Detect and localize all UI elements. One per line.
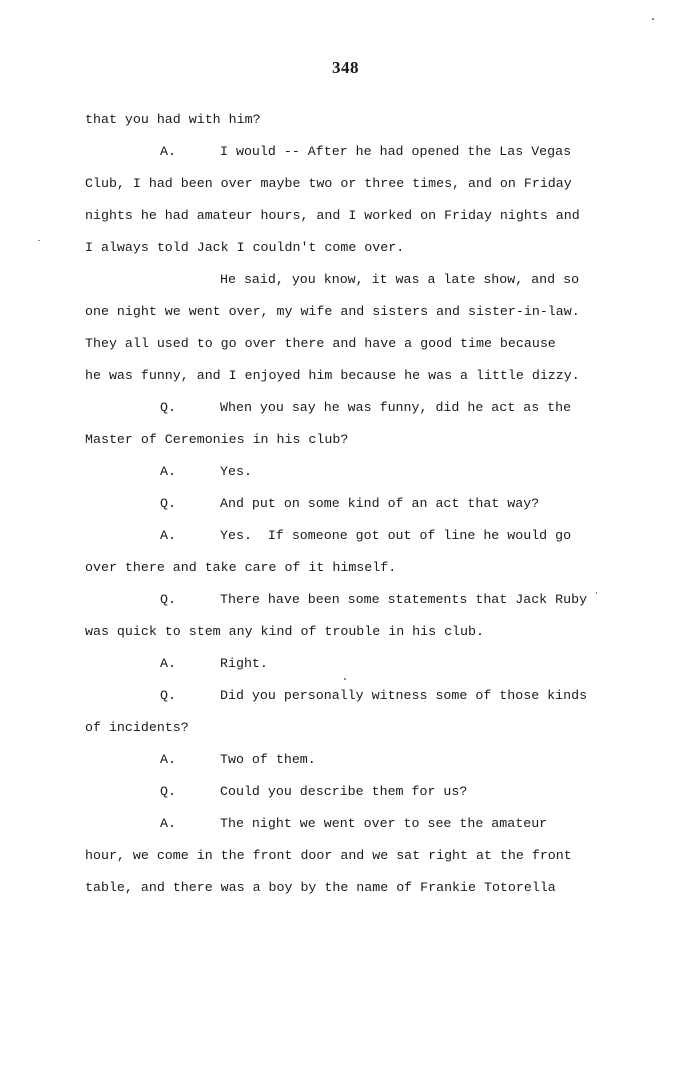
transcript-line <box>85 684 625 716</box>
transcript-body <box>85 108 625 908</box>
transcript-line <box>85 588 625 620</box>
page-number: 348 <box>332 58 359 77</box>
scan-speck <box>596 592 597 594</box>
line-text: he was funny, and I enjoyed him because he was a little dizzy. <box>85 368 580 383</box>
line-text: one night we went over, my wife and sisters and sister-in-law. <box>85 304 580 319</box>
line-text: hour, we come in the front door and we sat right at the front <box>85 848 572 863</box>
transcript-line <box>85 556 625 588</box>
line-text: I would -- After he had opened the Las Vegas <box>220 144 572 159</box>
transcript-line <box>85 172 625 204</box>
transcript-line <box>85 460 625 492</box>
line-text: He said, you know, it was a late show, and so <box>220 272 580 287</box>
transcript-line <box>85 108 625 140</box>
line-text: Two of them. <box>220 752 316 767</box>
line-text: They all used to go over there and have a good time because <box>85 336 556 351</box>
line-text: of incidents? <box>85 720 189 735</box>
transcript-line <box>85 844 625 876</box>
line-text: Master of Ceremonies in his club? <box>85 432 349 447</box>
transcript-line <box>85 812 625 844</box>
scan-speck <box>652 18 654 20</box>
transcript-line <box>85 716 625 748</box>
line-text: I always told Jack I couldn't come over. <box>85 240 405 255</box>
transcript-line <box>85 620 625 652</box>
line-text: over there and take care of it himself. <box>85 560 397 575</box>
transcript-line <box>85 204 625 236</box>
line-text: Club, I had been over maybe two or three times, and on Friday <box>85 176 572 191</box>
transcript-line <box>85 140 625 172</box>
transcript-line <box>85 236 625 268</box>
transcript-line <box>85 428 625 460</box>
speaker-label: A. <box>160 464 176 479</box>
transcript-line <box>85 268 625 300</box>
transcript-line <box>85 300 625 332</box>
speaker-label: Q. <box>160 688 176 703</box>
line-text: Did you personally witness some of those kinds <box>220 688 588 703</box>
transcript-line <box>85 396 625 428</box>
line-text: The night we went over to see the amateur <box>220 816 548 831</box>
transcript-line <box>85 524 625 556</box>
line-text: table, and there was a boy by the name of Frankie Totorella <box>85 880 556 895</box>
transcript-line <box>85 364 625 396</box>
transcript-line <box>85 780 625 812</box>
speaker-label: Q. <box>160 496 176 511</box>
transcript-line <box>85 492 625 524</box>
speaker-label: A. <box>160 528 176 543</box>
line-text: nights he had amateur hours, and I worked on Friday nights and <box>85 208 580 223</box>
transcript-line <box>85 332 625 364</box>
speaker-label: A. <box>160 816 176 831</box>
line-text: Right. <box>220 656 268 671</box>
line-text: There have been some statements that Jack Ruby <box>220 592 588 607</box>
transcript-line <box>85 652 625 684</box>
line-text: Yes. If someone got out of line he would go <box>220 528 572 543</box>
transcript-line <box>85 748 625 780</box>
speaker-label: A. <box>160 752 176 767</box>
line-text: And put on some kind of an act that way? <box>220 496 540 511</box>
speaker-label: Q. <box>160 592 176 607</box>
scan-speck <box>344 678 346 680</box>
line-text: When you say he was funny, did he act as the <box>220 400 572 415</box>
scan-speck <box>38 240 40 241</box>
line-text: that you had with him? <box>85 112 261 127</box>
line-text: Could you describe them for us? <box>220 784 468 799</box>
speaker-label: Q. <box>160 784 176 799</box>
speaker-label: A. <box>160 144 176 159</box>
transcript-line <box>85 876 625 908</box>
speaker-label: Q. <box>160 400 176 415</box>
line-text: was quick to stem any kind of trouble in his club. <box>85 624 484 639</box>
speaker-label: A. <box>160 656 176 671</box>
line-text: Yes. <box>220 464 252 479</box>
